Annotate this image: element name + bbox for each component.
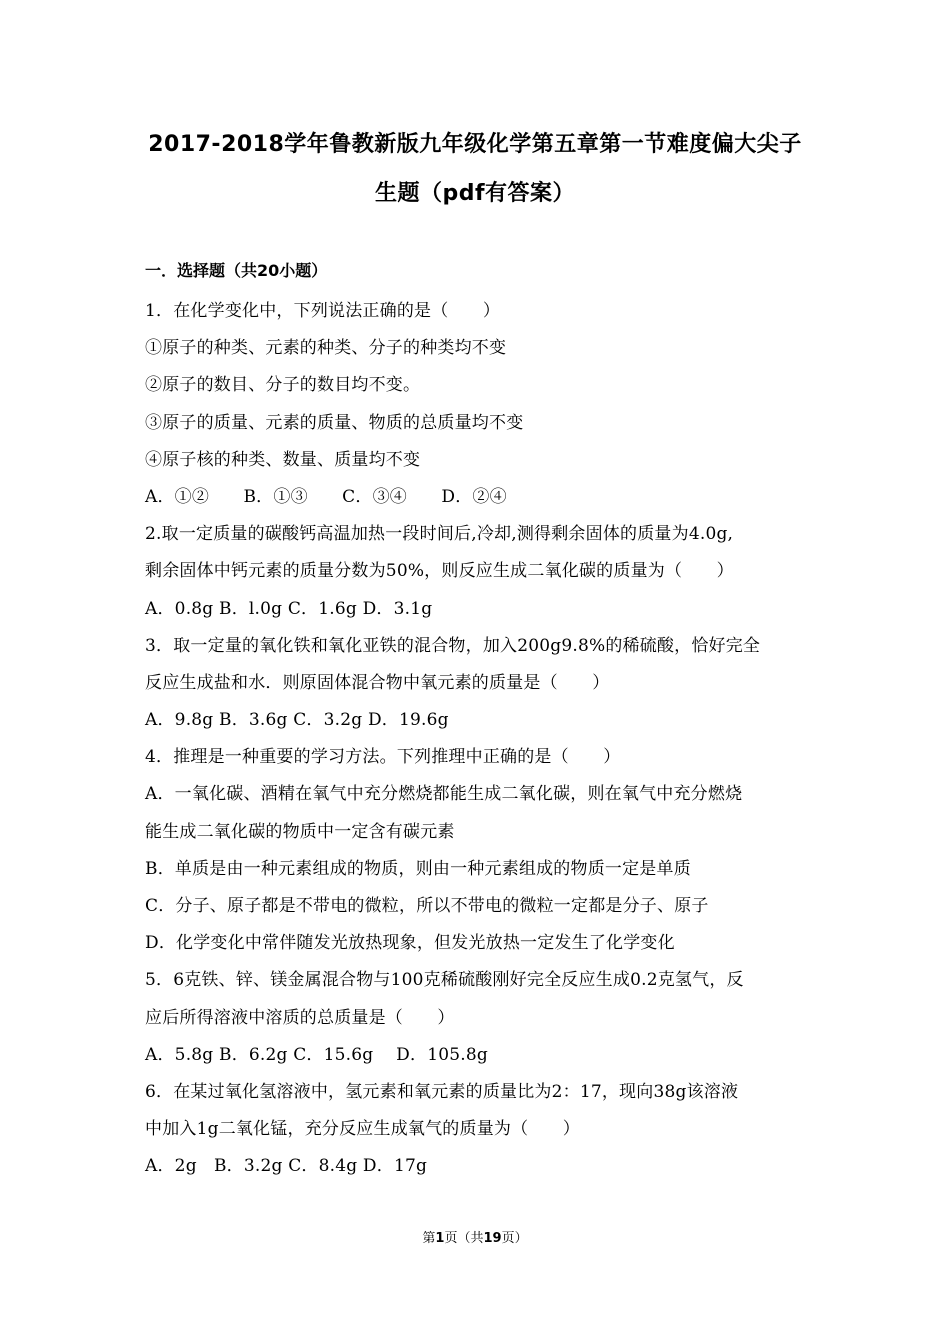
- footer-suffix: 页）: [501, 1231, 528, 1246]
- question-3-stem-line-2: 反应生成盐和水．则原固体混合物中氧元素的质量是（ ）: [145, 672, 610, 693]
- question-2-stem-line-1: 2.取一定质量的碳酸钙高温加热一段时间后,冷却,测得剩余固体的质量为4.0g,: [145, 524, 734, 545]
- footer-middle: 页（共: [444, 1231, 484, 1246]
- footer-prefix: 第: [422, 1231, 436, 1246]
- question-5-stem-line-1: 5．6克铁、锌、镁金属混合物与100克稀硫酸刚好完全反应生成0.2克氢气，反: [145, 970, 744, 991]
- question-1-statement-1: ①原子的种类、元素的种类、分子的种类均不变: [145, 338, 507, 359]
- document-title-line-1: 2017-2018学年鲁教新版九年级化学第五章第一节难度偏大尖子: [148, 132, 802, 157]
- footer-total-pages: 19: [483, 1231, 502, 1246]
- page-footer: [0, 1227, 950, 1246]
- question-1-options: A．①② B．①③ C．③④ D．②④: [145, 486, 507, 507]
- question-2-options: A．0.8g B．l.0g C．1.6g D．3.1g: [145, 598, 433, 619]
- section-heading: 一．选择题（共20小题）: [145, 261, 328, 280]
- question-5-options: A．5.8g B．6.2g C．15.6g D．105.8g: [145, 1044, 488, 1065]
- document-title-line-2: 生题（pdf有答案）: [374, 181, 576, 206]
- question-1-statement-4: ④原子核的种类、数量、质量均不变: [145, 449, 421, 470]
- question-4-option-d: D．化学变化中常伴随发光放热现象，但发光放热一定发生了化学变化: [145, 933, 675, 954]
- question-3-options: A．9.8g B．3.6g C．3.2g D．19.6g: [145, 710, 449, 731]
- question-4-option-a-line-1: A．一氧化碳、酒精在氧气中充分燃烧都能生成二氧化碳，则在氧气中充分燃烧: [145, 784, 743, 805]
- question-1-statement-3: ③原子的质量、元素的质量、物质的总质量均不变: [145, 412, 524, 433]
- question-6-stem-line-1: 6．在某过氧化氢溶液中，氢元素和氧元素的质量比为2：17，现向38g该溶液: [145, 1081, 739, 1102]
- question-5-stem-line-2: 应后所得溶液中溶质的总质量是（ ）: [145, 1007, 455, 1028]
- question-3-stem-line-1: 3．取一定量的氧化铁和氧化亚铁的混合物，加入200g9.8%的稀硫酸，恰好完全: [145, 635, 761, 656]
- question-4-stem: 4．推理是一种重要的学习方法。下列推理中正确的是（ ）: [145, 747, 621, 768]
- question-6-options: A．2g B．3.2g C．8.4g D．17g: [145, 1156, 428, 1177]
- question-6-stem-line-2: 中加入1g二氧化锰，充分反应生成氧气的质量为（ ）: [145, 1119, 580, 1140]
- question-1-statement-2: ②原子的数目、分子的数目均不变。: [145, 375, 421, 396]
- footer-page-number: 1: [435, 1231, 445, 1246]
- question-1-stem: 1．在化学变化中，下列说法正确的是（ ）: [145, 301, 501, 321]
- question-4-option-c: C．分子、原子都是不带电的微粒，所以不带电的微粒一定都是分子、原子: [145, 896, 709, 916]
- question-4-option-b: B．单质是由一种元素组成的物质，则由一种元素组成的物质一定是单质: [145, 858, 691, 879]
- document-body: [145, 258, 810, 1189]
- question-2-stem-line-2: 剩余固体中钙元素的质量分数为50%，则反应生成二氧化碳的质量为（ ）: [145, 561, 734, 582]
- question-4-option-a-line-2: 能生成二氧化碳的物质中一定含有碳元素: [145, 821, 455, 842]
